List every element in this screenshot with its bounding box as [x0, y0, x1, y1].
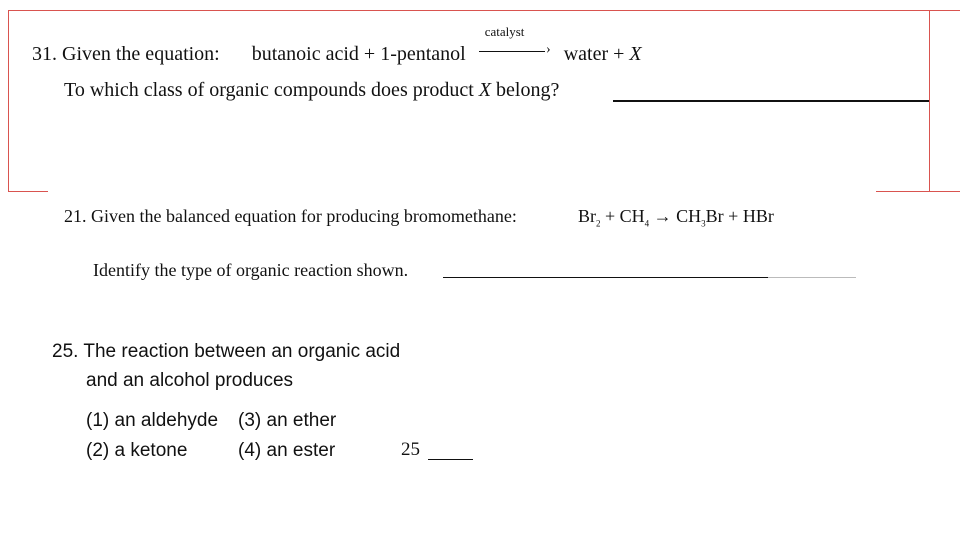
q25-option-1[interactable]: (1) an aldehyde: [86, 410, 219, 431]
q31-number-label: 31. Given the equation:: [32, 43, 220, 65]
q31-question-suffix: belong?: [491, 79, 560, 101]
q25-option-3[interactable]: (3) an ether: [238, 410, 337, 431]
q25-line-2: and an alcohol produces: [86, 370, 294, 391]
q21-equation: $Br_2 + CH_4 \to CH_3Br$ + HBr: [578, 206, 774, 229]
q31-equation-line: [32, 24, 642, 66]
q25-answer-label: 25: [401, 439, 420, 460]
frame-top-border: [8, 10, 960, 11]
q31-products: water +: [563, 43, 630, 65]
q31-question-line: [64, 79, 559, 102]
q31-question-variable: X: [478, 79, 492, 101]
q21-prompt: 21. Given the balanced equation for producing bromomethane:: [64, 206, 517, 226]
q31-reactants: butanoic acid + 1-pentanol: [251, 43, 466, 65]
q21-answer-blank[interactable]: [443, 277, 768, 278]
catalyst-arrow: [477, 24, 553, 60]
q31-answer-blank[interactable]: [613, 100, 929, 102]
q21-prompt-line: [64, 206, 517, 227]
frame-right-border: [929, 10, 930, 192]
q21-answer-blank-faint: [768, 277, 856, 278]
q25-option-2[interactable]: (2) a ketone: [86, 440, 188, 461]
q25-answer-blank[interactable]: [428, 459, 473, 460]
q25-line-1: 25. The reaction between an organic acid: [52, 341, 401, 362]
q31-product-variable: X: [629, 43, 642, 65]
q25-option-4[interactable]: (4) an ester: [238, 440, 336, 461]
q21-instruction: Identify the type of organic reaction shown.: [93, 260, 409, 280]
q31-question-prefix: To which class of organic compounds does product: [64, 79, 479, 101]
frame-left-border: [8, 10, 9, 192]
frame-bottom-left-border: [8, 191, 48, 192]
catalyst-label: catalyst: [484, 24, 525, 39]
frame-bottom-right-border: [876, 191, 960, 192]
arrow-head-icon: ›: [546, 42, 551, 57]
